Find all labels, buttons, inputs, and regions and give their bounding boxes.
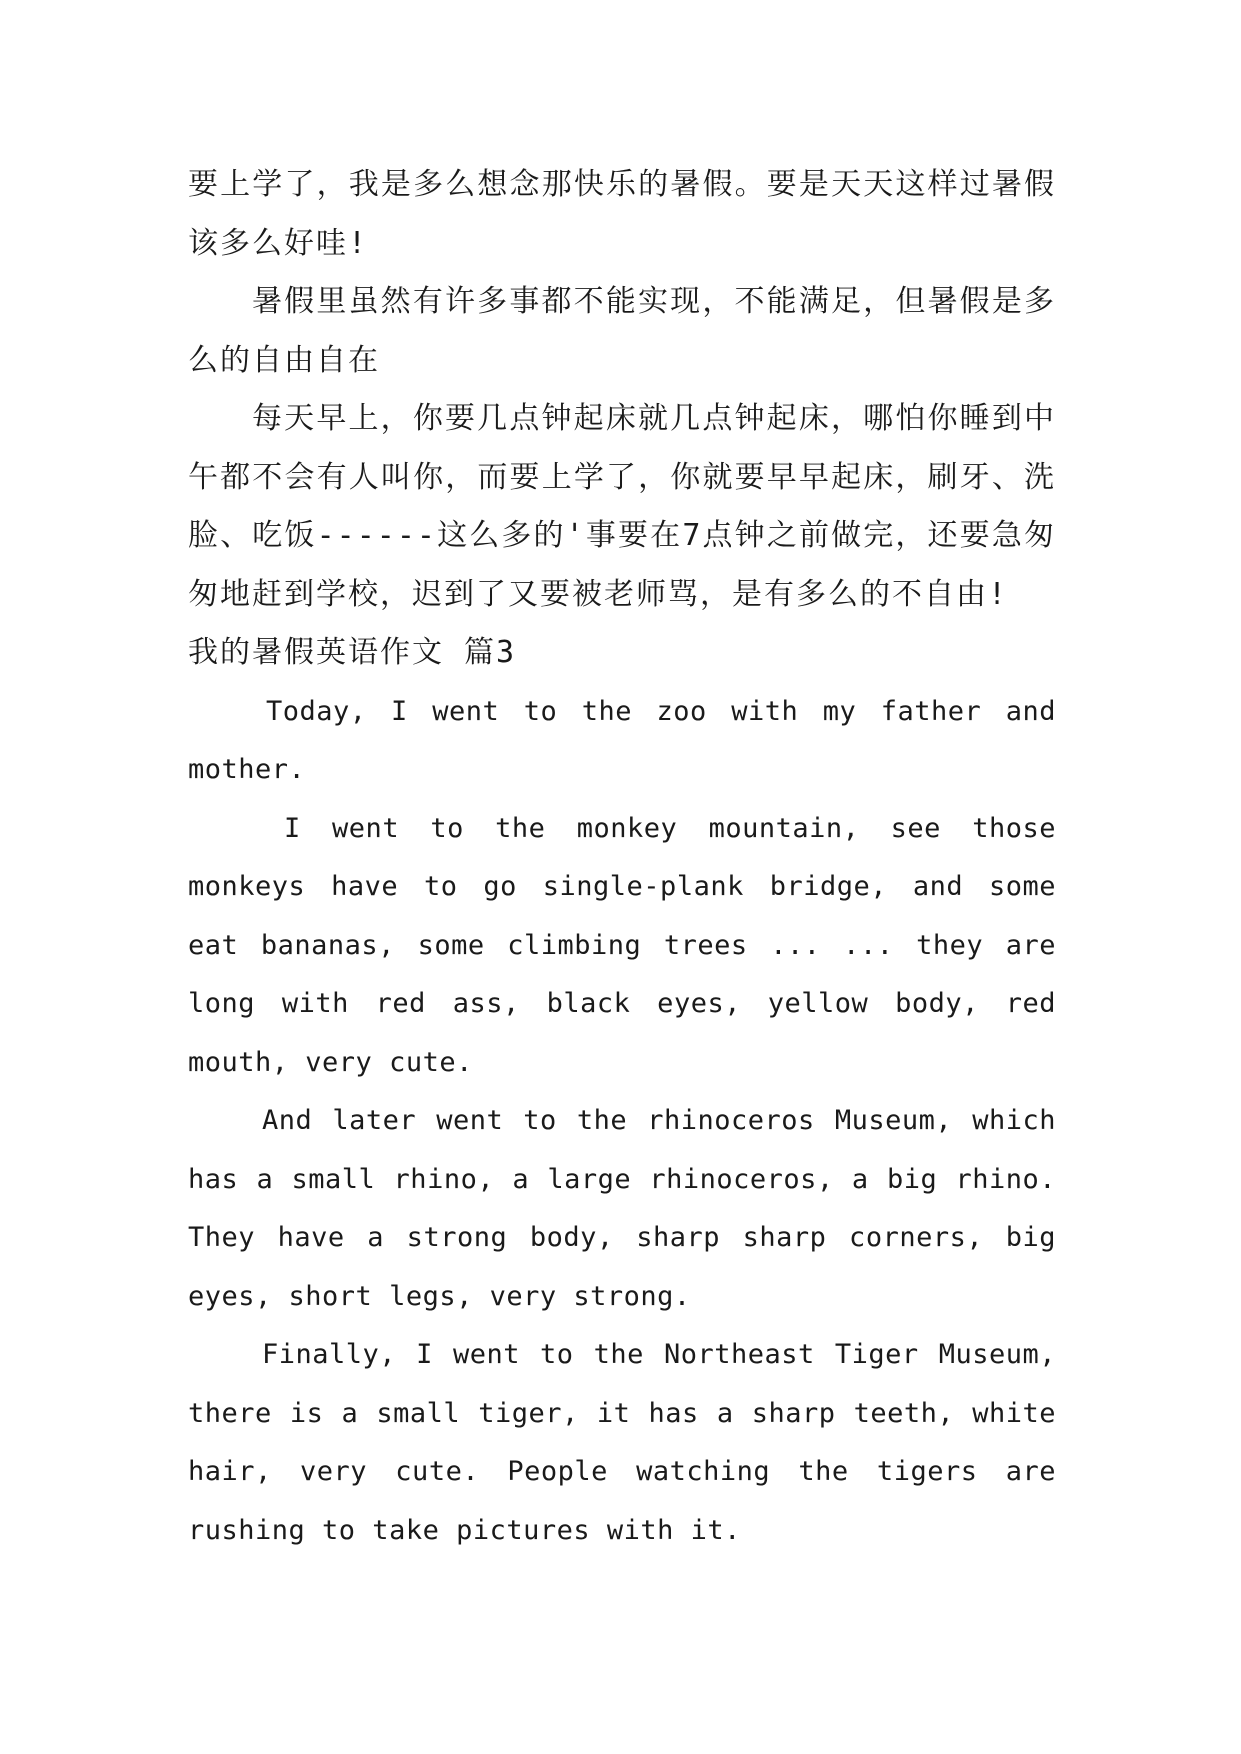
paragraph-zoo-intro: Today, I went to the zoo with my father and mother.: [188, 695, 1056, 785]
paragraph-morning-routine: 每天早上，你要几点钟起床就几点钟起床，哪怕你睡到中午都不会有人叫你，而要上学了，你就要早早起床，刷牙、洗脸、吃饭------这么多的'事要在7点钟之前做完，还要急匆匆地赶到学校，迟到了又要被老师骂，是有多么的不自由!: [188, 401, 1056, 612]
section-heading: 我的暑假英语作文 篇3: [188, 635, 517, 670]
paragraph-summer-longing: 要上学了，我是多么想念那快乐的暑假。要是天天这样过暑假该多么好哇!: [188, 167, 1056, 261]
article-body: [188, 156, 1056, 1560]
paragraph-rhinoceros-museum: And later went to the rhinoceros Museum, which has a small rhino, a large rhinoceros, a big rhino. They have a strong body, sharp sharp corners, big eyes, short legs, very strong.: [188, 1105, 1056, 1312]
paragraph-tiger-museum: Finally, I went to the Northeast Tiger Museum, there is a small tiger, it has a sharp teeth, white hair, very cute. People watching the tigers are rushing to take pictures with it.: [188, 1339, 1056, 1546]
paragraph-monkey-mountain: I went to the monkey mountain, see those monkeys have to go single-plank bridge, and some eat bananas, some climbing trees ... ... they are long with red ass, black eyes, yellow body, red mouth, very cute.: [188, 812, 1056, 1078]
paragraph-summer-freedom: 暑假里虽然有许多事都不能实现，不能满足，但暑假是多么的自由自在: [188, 284, 1056, 378]
